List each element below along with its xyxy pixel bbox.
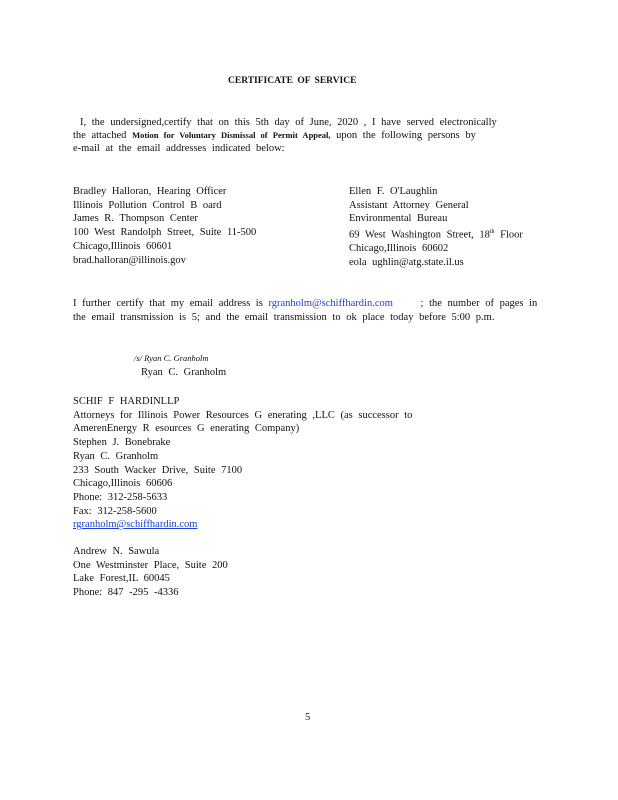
recipient-bureau: Environmental Bureau xyxy=(349,213,448,225)
recipient-email: brad.halloran@illinois.gov xyxy=(73,254,186,266)
intro-line-2-post: upon the following persons by xyxy=(336,130,476,141)
signature-name: Ryan C. Granholm xyxy=(141,367,227,378)
recipient-street: 69 West Washington Street, 18th Floor xyxy=(349,229,523,241)
firm-email-link[interactable]: rgranholm@schiffhardin.com xyxy=(73,519,198,531)
recipient-olaughlin xyxy=(349,185,523,270)
attorney-phone: Phone: 847 -295 -4336 xyxy=(73,587,179,599)
firm-fax: Fax: 312-258-5600 xyxy=(73,505,157,517)
recipient-building: James R. Thompson Center xyxy=(73,213,198,225)
firm-attorney-1: Stephen J. Bonebrake xyxy=(73,437,171,449)
firm-phone: Phone: 312-258-5633 xyxy=(73,491,168,503)
firm-role-cont: AmerenEnergy R esources G enerating Company) xyxy=(73,423,300,435)
attorney-name: Andrew N. Sawula xyxy=(73,546,160,557)
intro-line-2 xyxy=(73,129,476,142)
firm-city: Chicago,Illinois 60606 xyxy=(73,478,173,490)
attorney-city: Lake Forest,IL 60045 xyxy=(73,573,170,585)
certify-email-link[interactable]: rgranholm@schiffhardin.com xyxy=(268,298,393,309)
recipient-halloran xyxy=(73,185,256,267)
certify-line-2: the email transmission is 5; and the email transmission to ok place today before 5:00 p.m. xyxy=(73,312,495,323)
recipient-org: Illinois Pollution Control B oard xyxy=(73,199,222,211)
firm-attorney-2: Ryan C. Granholm xyxy=(73,450,159,462)
firm-name: SCHIF F HARDINLLP xyxy=(73,396,180,407)
intro-line-3: e-mail at the email addresses indicated below: xyxy=(73,143,285,154)
second-attorney-block xyxy=(73,545,228,600)
intro-line-1: I, the undersigned,certify that on this 5th day of June, 2020 , I have served electronically xyxy=(80,117,497,128)
attorney-street: One Westminster Place, Suite 200 xyxy=(73,559,228,571)
recipient-title: Assistant Attorney General xyxy=(349,199,469,211)
firm-role: Attorneys for Illinois Power Resources G enerating ,LLC (as successor to xyxy=(73,409,413,421)
intro-line-2-pre: the attached xyxy=(73,130,127,141)
recipient-city: Chicago,Illinois 60601 xyxy=(73,240,173,252)
page-number: 5 xyxy=(305,712,311,723)
recipient-street: 100 West Randolph Street, Suite 11-500 xyxy=(73,227,257,239)
firm-street: 233 South Wacker Drive, Suite 7100 xyxy=(73,464,243,476)
certify-line-1: I further certify that my email address is rgranholm@schiffhardin.com ; the number of pages in xyxy=(73,298,538,309)
superscript: th xyxy=(489,229,495,236)
signature-mark: /s/ Ryan C. Granholm xyxy=(134,353,209,363)
motion-title: Motion for Voluntary Dismissal of Permit Appeal, xyxy=(132,130,331,140)
recipient-city: Chicago,Illinois 60602 xyxy=(349,243,449,255)
recipient-name: Ellen F. O'Laughlin xyxy=(349,186,438,197)
recipient-name: Bradley Halloran, Hearing Officer xyxy=(73,186,227,197)
recipient-email: eola ughlin@atg.state.il.us xyxy=(349,257,464,269)
firm-block xyxy=(73,395,412,532)
page-title: CERTIFICATE OF SERVICE xyxy=(228,76,357,86)
